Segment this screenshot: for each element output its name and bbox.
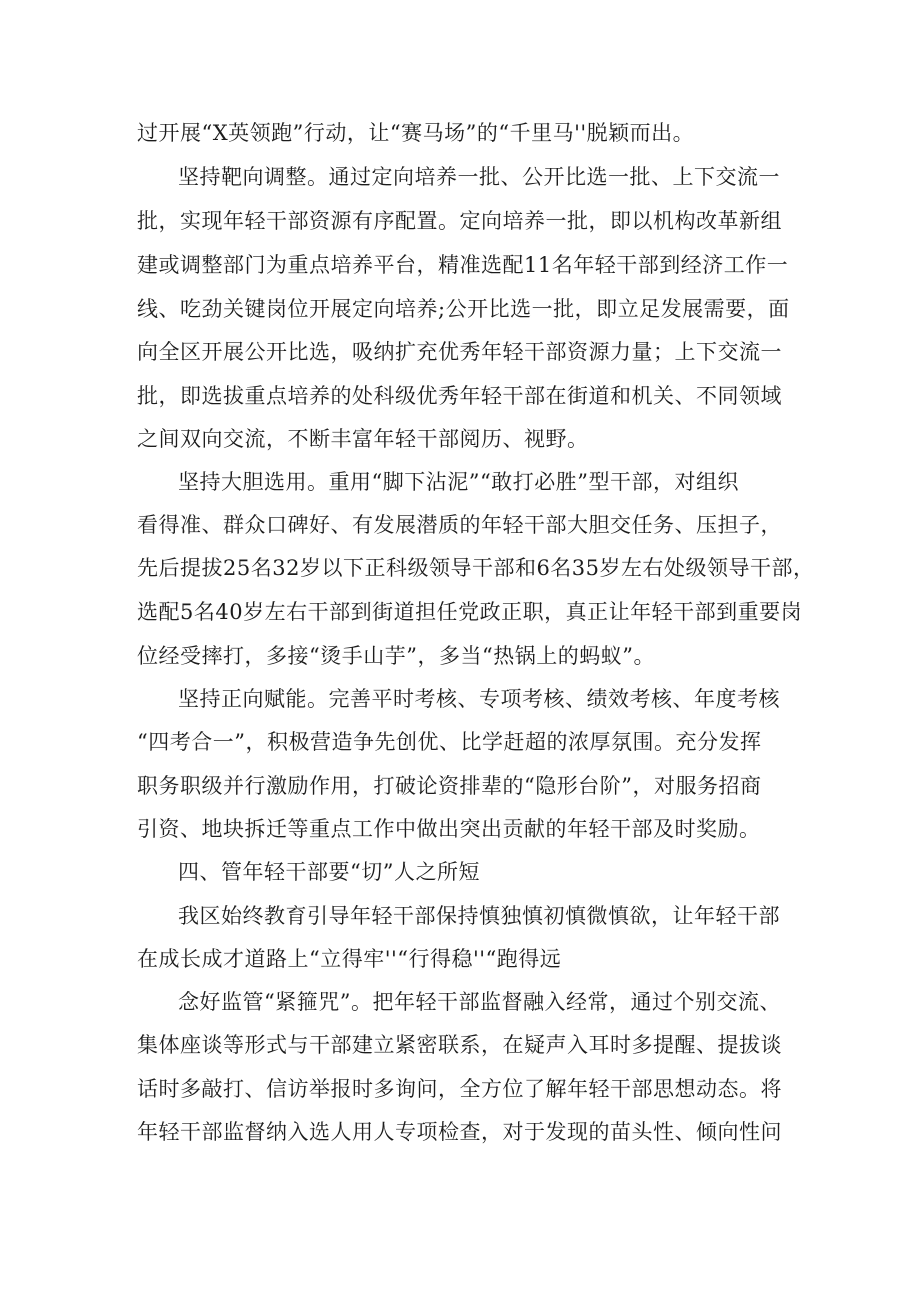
section-heading: 四、管年轻干部要“切”人之所短: [178, 860, 480, 884]
text-line: 看得准、群众口碑好、有发展潜质的年轻干部大胆交任务、压担子，: [137, 513, 782, 537]
text-line: 之间双向交流，不断丰富年轻干部阅历、视野。: [137, 427, 589, 451]
text-line: 建或调整部门为重点培养平台，精准选配11名年轻干部到经济工作一: [137, 253, 789, 277]
text-line: 坚持大胆选用。重用“脚下沾泥”“敢打必胜”型干部，对组织: [178, 470, 739, 494]
text-line: 批，实现年轻干部资源有序配置。定向培养一批，即以机构改革新组: [137, 209, 782, 233]
text-line: 年轻干部监督纳入选人用人专项检查，对于发现的苗头性、倾向性问: [137, 1120, 782, 1144]
text-line: 职务职级并行激励作用，打破论资排辈的“隐形台阶”，对服务招商: [137, 774, 762, 798]
text-line: 线、吃劲关键岗位开展定向培养;公开比选一批，即立足发展需要，面: [137, 297, 790, 321]
text-line: 念好监管“紧箍咒”。把年轻干部监督融入经常，通过个别交流、: [178, 990, 781, 1014]
text-line: 集体座谈等形式与干部建立紧密联系，在疑声入耳时多提醒、提拔谈: [137, 1033, 782, 1057]
text-line: 引资、地块拆迁等重点工作中做出突出贡献的年轻干部及时奖励。: [137, 817, 761, 841]
text-line: 话时多敲打、信访举报时多询问，全方位了解年轻干部思想动态。将: [137, 1077, 782, 1101]
text-line: 位经受摔打，多接“烫手山芋”，多当“热锅上的蚂蚁”。: [137, 644, 655, 668]
text-line: 选配5名40岁左右干部到街道担任党政正职，真正让年轻干部到重要岗: [137, 600, 803, 624]
text-line: 在成长成才道路上“立得牢''“行得稳''“跑得远: [137, 947, 562, 971]
text-line: “四考合一”，积极营造争先创优、比学赶超的浓厚氛围。充分发挥: [137, 730, 762, 754]
text-line: 向全区开展公开比选，吸纳扩充优秀年轻干部资源力量；上下交流一: [137, 340, 782, 364]
text-line: 我区始终教育引导年轻干部保持慎独慎初慎微慎欲，让年轻干部: [178, 904, 780, 928]
text-line: 批，即选拔重点培养的处科级优秀年轻干部在街道和机关、不同领域: [137, 384, 782, 408]
text-line: 坚持正向赋能。完善平时考核、专项考核、绩效考核、年度考核: [178, 687, 780, 711]
text-line: 先后提拔25名32岁以下正科级领导干部和6名35岁左右处级领导干部，: [137, 556, 815, 580]
text-line: 坚持靶向调整。通过定向培养一批、公开比选一批、上下交流一: [178, 165, 780, 189]
text-line: 过开展“X英领跑”行动，让“赛马场”的“千里马''脱颖而出。: [137, 121, 695, 145]
